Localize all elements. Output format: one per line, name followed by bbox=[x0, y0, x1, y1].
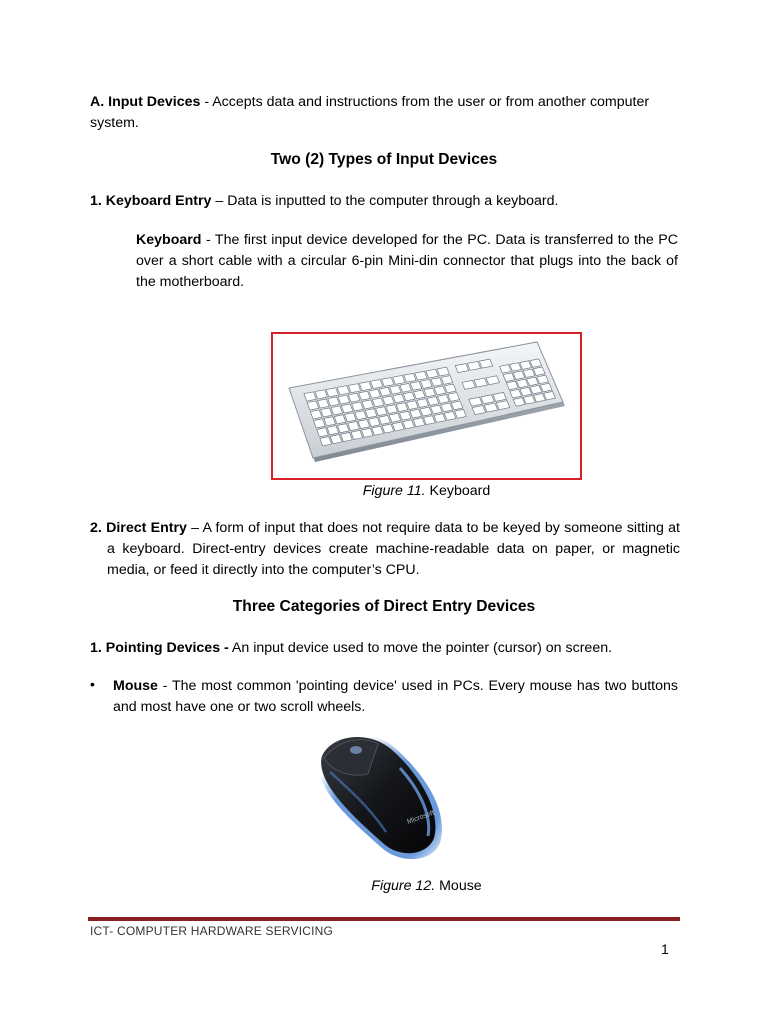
keyboard-key bbox=[382, 377, 394, 386]
svg-text:Microsoft: Microsoft bbox=[406, 809, 436, 826]
mouse-image bbox=[300, 728, 455, 863]
keyboard-key bbox=[455, 364, 468, 373]
figure-11-text: Keyboard bbox=[425, 483, 491, 499]
footer-text: ICT- COMPUTER HARDWARE SERVICING bbox=[90, 924, 334, 938]
keyboard-figure-frame bbox=[271, 332, 582, 480]
keyboard-key bbox=[304, 392, 316, 401]
footer-rule bbox=[88, 917, 680, 921]
keyboard-entry-term: 1. Keyboard Entry bbox=[90, 193, 212, 209]
pointing-devices-paragraph bbox=[90, 638, 680, 659]
keyboard-image bbox=[273, 334, 580, 478]
page-number: 1 bbox=[661, 941, 669, 957]
keyboard-entry-paragraph bbox=[90, 191, 680, 212]
mouse-paragraph bbox=[113, 676, 678, 718]
direct-entry-text: – A form of input that does not require data to be keyed by someone sitting at a keyboard. Direct-entry devices create machine-readable data on paper, or magnetic media, or feed it directly into the computer’s CPU. bbox=[107, 520, 680, 578]
keyboard-key bbox=[393, 375, 405, 384]
figure-11-label: Figure 11. bbox=[362, 483, 426, 499]
keyboard-term: Keyboard bbox=[136, 232, 202, 248]
keyboard-key bbox=[337, 386, 349, 395]
figure-12-text: Mouse bbox=[435, 878, 482, 894]
section-a-text: - Accepts data and instructions from the user or from another computer system. bbox=[90, 94, 650, 131]
figure-12-label: Figure 12. bbox=[371, 878, 436, 894]
keyboard-text: - The first input device developed for the PC. Data is transferred to the PC over a short cable with a circular 6-pin Mini-din connector that plugs into the back of the motherboard. bbox=[136, 232, 678, 290]
keyboard-key bbox=[315, 390, 327, 399]
keyboard-description bbox=[136, 230, 678, 293]
keyboard-key bbox=[462, 380, 475, 389]
keyboard-key bbox=[370, 380, 382, 389]
section-a-term: A. Input Devices bbox=[90, 94, 201, 110]
heading-categories: Three Categories of Direct Entry Devices bbox=[232, 598, 536, 615]
direct-entry-paragraph bbox=[90, 518, 680, 581]
keyboard-key bbox=[479, 359, 492, 368]
keyboard-key bbox=[359, 382, 371, 391]
keyboard-key bbox=[326, 388, 338, 397]
figure-11-caption bbox=[271, 483, 582, 499]
keyboard-key bbox=[486, 376, 499, 385]
pointing-devices-text: An input device used to move the pointer (cursor) on screen. bbox=[228, 640, 613, 656]
keyboard-entry-text: – Data is inputted to the computer through a keyboard. bbox=[211, 193, 559, 209]
keyboard-key bbox=[348, 384, 360, 393]
direct-entry-term: 2. Direct Entry bbox=[90, 520, 187, 536]
section-a-paragraph bbox=[90, 92, 650, 134]
figure-12-caption bbox=[271, 878, 582, 894]
heading-types: Two (2) Types of Input Devices bbox=[270, 151, 498, 168]
pointing-devices-term: 1. Pointing Devices - bbox=[90, 640, 229, 656]
keyboard-key bbox=[467, 361, 480, 370]
mouse-text: - The most common 'pointing device' used in PCs. Every mouse has two buttons and most have one or two scroll wheels. bbox=[113, 678, 678, 715]
mouse-term: Mouse bbox=[113, 678, 158, 694]
mouse-bullet: • bbox=[90, 676, 95, 692]
keyboard-key bbox=[474, 378, 487, 387]
